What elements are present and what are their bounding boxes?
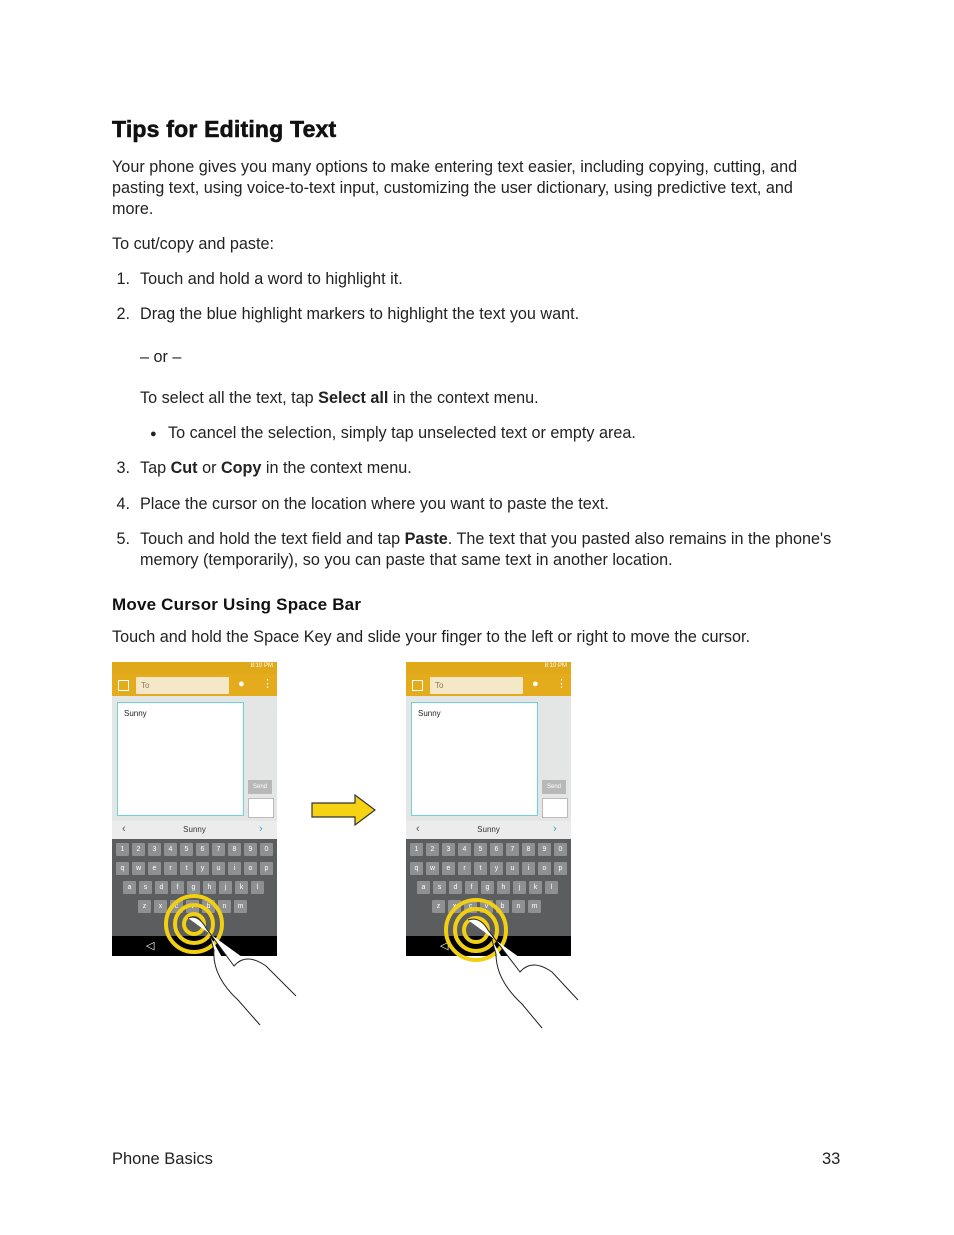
step-text: Place the cursor on the location where you want to paste the text.: [140, 495, 609, 513]
select-all-post: in the context menu.: [388, 389, 539, 407]
select-all-line: [140, 388, 539, 409]
keyboard-key: j: [513, 881, 526, 894]
keyboard-key: p: [554, 862, 567, 875]
paste-label: Paste: [404, 530, 448, 548]
keyboard-key: 0: [554, 843, 567, 856]
step-text-part: or: [197, 459, 221, 477]
step-number: 5.: [116, 530, 130, 548]
keyboard-key: y: [196, 862, 209, 875]
keyboard-key: h: [497, 881, 510, 894]
section-text: Touch and hold the Space Key and slide your finger to the left or right to move the cursor.: [112, 628, 750, 646]
keyboard-key: m: [234, 900, 247, 913]
recipient-field: [136, 677, 229, 694]
keyboard-key: f: [465, 881, 478, 894]
keyboard-key: 4: [458, 843, 471, 856]
send-button: Send: [542, 780, 566, 794]
keyboard-key: b: [202, 900, 215, 913]
keyboard-key: t: [474, 862, 487, 875]
status-bar: [406, 662, 571, 674]
page-title: Tips for Editing Text: [112, 116, 337, 142]
recipient-field: [430, 677, 523, 694]
attach-icon: [542, 798, 568, 818]
status-time: 8:10 PM: [544, 663, 567, 669]
keyboard-key: 6: [490, 843, 503, 856]
keyboard-key: r: [458, 862, 471, 875]
more-icon: ⋮: [262, 678, 273, 690]
keyboard-key: 9: [538, 843, 551, 856]
step-text: [140, 529, 850, 571]
step-text: [140, 458, 412, 479]
copy-label: Copy: [220, 459, 262, 477]
send-button: Send: [248, 780, 272, 794]
select-all-pre: To select all the text, tap: [140, 389, 319, 407]
recipient-placeholder: To: [141, 681, 150, 690]
keyboard-key: k: [529, 881, 542, 894]
keyboard-key: 7: [506, 843, 519, 856]
keyboard-key: 3: [148, 843, 161, 856]
recipient-placeholder: To: [435, 681, 444, 690]
page-number: 33: [822, 1150, 841, 1168]
keyboard-key: q: [410, 862, 423, 875]
step-text-part: Tap: [140, 459, 171, 477]
keyboard-key: u: [212, 862, 225, 875]
suggestion-word: Sunny: [183, 825, 206, 834]
keyboard-key: 2: [132, 843, 145, 856]
keyboard-key: y: [490, 862, 503, 875]
keyboard-key: 1: [116, 843, 129, 856]
suggestion-bar: [406, 821, 571, 839]
step-number: 4.: [116, 495, 130, 513]
keyboard-key: 1: [410, 843, 423, 856]
back-icon: ◁: [146, 940, 155, 952]
keyboard-key: 5: [474, 843, 487, 856]
keyboard-key: k: [235, 881, 248, 894]
keyboard-key: n: [512, 900, 525, 913]
intro-paragraph: [112, 157, 832, 220]
keyboard-key: e: [148, 862, 161, 875]
keyboard-key: q: [116, 862, 129, 875]
attach-icon: [248, 798, 274, 818]
keyboard-key: 8: [522, 843, 535, 856]
intro-line: pasting text, using voice-to-text input, customizing the user dictionary, using predictive text, and: [112, 179, 793, 197]
keyboard-key: w: [132, 862, 145, 875]
keyboard-key: w: [426, 862, 439, 875]
step-number: 1.: [116, 270, 130, 288]
cut-copy-heading: To cut/copy and paste:: [112, 235, 274, 253]
keyboard-key: b: [496, 900, 509, 913]
message-field: [117, 702, 244, 816]
keyboard-key: 6: [196, 843, 209, 856]
chevron-right-icon: ›: [553, 823, 557, 835]
keyboard-key: c: [170, 900, 183, 913]
keyboard-key: 0: [260, 843, 273, 856]
keyboard-key: u: [506, 862, 519, 875]
contacts-icon: [118, 680, 129, 691]
step-number: 3.: [116, 459, 130, 477]
step-line: memory (temporarily), so you can paste that same text in another location.: [140, 551, 673, 569]
touch-gesture-after: [440, 880, 600, 1030]
touch-gesture-before: [150, 880, 310, 1030]
keyboard-key: d: [155, 881, 168, 894]
step-text-part: in the context menu.: [261, 459, 412, 477]
keyboard-key: g: [481, 881, 494, 894]
step-number: 2.: [116, 305, 130, 323]
back-icon: ◁: [440, 940, 449, 952]
message-field: [411, 702, 538, 816]
keyboard-key: n: [218, 900, 231, 913]
keyboard-key: x: [154, 900, 167, 913]
keyboard-key: f: [171, 881, 184, 894]
keyboard-key: o: [244, 862, 257, 875]
bullet-text: To cancel the selection, simply tap unselected text or empty area.: [168, 424, 636, 442]
step-text-part: Touch and hold the text field and tap: [140, 530, 405, 548]
keyboard-key: 3: [442, 843, 455, 856]
suggestion-word: Sunny: [477, 825, 500, 834]
step-text-part: . The text that you pasted also remains in the phone's: [447, 530, 832, 548]
select-all-bold: Select all: [318, 389, 389, 407]
intro-line: more.: [112, 200, 154, 218]
keyboard-key: 8: [228, 843, 241, 856]
keyboard-key: 4: [164, 843, 177, 856]
or-separator: – or –: [140, 348, 182, 366]
keyboard-key: p: [260, 862, 273, 875]
keyboard-key: a: [123, 881, 136, 894]
person-icon: ●: [532, 678, 539, 690]
keyboard-key: h: [203, 881, 216, 894]
keyboard-key: z: [138, 900, 151, 913]
message-text: Sunny: [124, 709, 147, 718]
keyboard-key: e: [442, 862, 455, 875]
chevron-right-icon: ›: [259, 823, 263, 835]
step-text: Drag the blue highlight markers to highlight the text you want.: [140, 305, 580, 323]
step-line: [140, 529, 850, 550]
keyboard-key: v: [480, 900, 493, 913]
chevron-left-icon: ‹: [416, 823, 420, 835]
cut-label: Cut: [170, 459, 198, 477]
keyboard-key: m: [528, 900, 541, 913]
keyboard-key: g: [187, 881, 200, 894]
keyboard-key: c: [464, 900, 477, 913]
keyboard-key: r: [164, 862, 177, 875]
keyboard-key: 9: [244, 843, 257, 856]
status-time: 8:10 PM: [250, 663, 273, 669]
chevron-left-icon: ‹: [122, 823, 126, 835]
section-subheading: Move Cursor Using Space Bar: [112, 595, 362, 614]
status-bar: [112, 662, 277, 674]
keyboard-key: x: [448, 900, 461, 913]
keyboard-key: 2: [426, 843, 439, 856]
keyboard-key: a: [417, 881, 430, 894]
keyboard-key: o: [538, 862, 551, 875]
keyboard-key: s: [433, 881, 446, 894]
keyboard-key: i: [522, 862, 535, 875]
more-icon: ⋮: [556, 678, 567, 690]
keyboard-key: z: [432, 900, 445, 913]
arrow-right-icon: [311, 794, 377, 826]
keyboard-key: j: [219, 881, 232, 894]
person-icon: ●: [238, 678, 245, 690]
keyboard-key: d: [449, 881, 462, 894]
intro-line: Your phone gives you many options to make entering text easier, including copying, cutting, and: [112, 158, 798, 176]
keyboard-key: t: [180, 862, 193, 875]
suggestion-bar: [112, 821, 277, 839]
keyboard-key: s: [139, 881, 152, 894]
keyboard-key: i: [228, 862, 241, 875]
keyboard-key: l: [545, 881, 558, 894]
message-text: Sunny: [418, 709, 441, 718]
keyboard-key: l: [251, 881, 264, 894]
keyboard-key: 7: [212, 843, 225, 856]
keyboard-key: 5: [180, 843, 193, 856]
footer-section: Phone Basics: [112, 1150, 213, 1168]
keyboard-key: v: [186, 900, 199, 913]
bullet-dot: ●: [150, 428, 157, 440]
contacts-icon: [412, 680, 423, 691]
step-text: Touch and hold a word to highlight it.: [140, 270, 403, 288]
